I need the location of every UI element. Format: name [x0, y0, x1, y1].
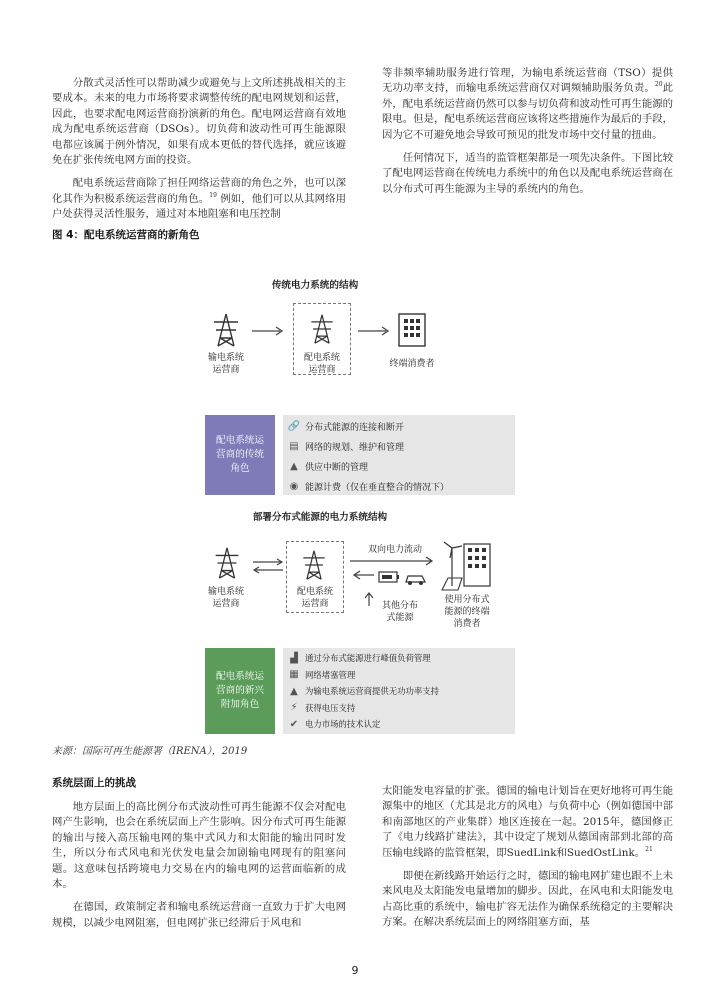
list-item: 🔗 分布式能源的连接和断开: [283, 416, 515, 436]
emerging-role-list: [283, 648, 515, 734]
bolt-icon: ⚡: [290, 702, 298, 714]
wind-solar-building-icon: [440, 540, 496, 592]
page-number: 9: [351, 964, 359, 977]
check-icon: ✔: [289, 718, 299, 730]
paragraph: 配电系统运营商除了担任网络运营商的角色之外，也可以深化其作为积极系统运营商的角色。$^{19}$ 例如，他们可以从其网络用户处获得灵活性服务，通过对本地阻塞和电压控制: [52, 177, 346, 221]
list-item: ▤ 网络的规划、维护和管理: [283, 436, 515, 456]
footnote-ref[interactable]: 20: [654, 81, 663, 89]
paragraph: 在德国，政策制定者和输电系统运营商一直致力于扩大电网规模，以减少电网阻塞，但电网扩张已经滞后于风电和: [52, 901, 346, 929]
paragraph: 太阳能发电容量的扩张。德国的输电计划旨在更好地将可再生能源集中的地区（尤其是北方的风电）与负荷中心（例如德国中部和南部地区的产业集群）地区连接在一起。2015年，德国修正了《电力线路扩建法》，其中设定了规划从德国南部到北部的高压输电线路的监管框架，即SuedLink和SuedOstLink。$^{21}$: [382, 785, 673, 859]
paragraph: 任何情况下，适当的监管框架都是一项先决条件。下图比较了配电网运营商在传统电力系统中的角色以及配电系统运营商在以分布式可再生能源为主导的系统内的角色。: [382, 152, 673, 195]
tso-label: 输电系统 运营商: [207, 587, 244, 609]
traditional-role-list: [283, 415, 515, 495]
section-heading: 系统层面上的挑战: [52, 777, 136, 789]
link-icon: 🔗: [287, 420, 301, 432]
long-arrow-icon: [350, 556, 434, 566]
arrow-left-icon: [352, 568, 374, 582]
grid-icon: ▦: [289, 669, 299, 681]
list-item: ▦ 网络堵塞管理: [283, 667, 515, 684]
arrow-right-icon: [358, 326, 392, 336]
top-right-column: [382, 66, 673, 205]
building-icon: [396, 312, 428, 348]
transmission-tower-icon: [210, 545, 244, 581]
paragraph: 地方层面上的高比例分布式波动性可再生能源不仅会对配电网产生影响，也会在系统层面上产生影响。因分布式可再生能源的输出与接入高压输电网的集中式风力和太阳能的输出同时发生，所以分布式风电和光伏发电量会加剧输电网现有的阻塞问题。这意味包括跨境电力交易在内的输电网的运营面临新的成本。: [52, 801, 346, 891]
dso-label: 配电系统 运营商: [296, 587, 333, 609]
figure-title: 图 4：配电系统运营商的新角色: [52, 229, 200, 241]
consumer-label: 终端消费者: [389, 359, 435, 369]
emerging-role-box: 配电系统运 营商的新兴 附加角色: [205, 648, 275, 734]
document-icon: ▤: [289, 440, 299, 452]
dso-label: 配电系统 运营商: [303, 353, 340, 375]
meter-icon: ◉: [289, 480, 299, 492]
list-item: ✔ 电力市场的技术认定: [283, 716, 515, 733]
paragraph: 即便在新线路开始运行之时，德国的输电网扩建也跟不上未来风电及太阳能发电量增加的脚步。因此，在风电和太阳能发电占高比重的系统中，输电扩容无法作为确保系统稳定的主要解决方案。在解决系统层面上的网络阻塞方面，基: [382, 870, 673, 929]
battery-ev-icon: [378, 568, 432, 588]
traditional-subtitle: 传统电力系统的结构: [271, 280, 359, 291]
traditional-role-box: 配电系统运 营商的传统 角色: [205, 415, 275, 495]
der-consumer-label: 使用分布式 能源的终端 消费者: [444, 595, 490, 629]
transmission-tower-icon: [208, 312, 244, 348]
list-item: ▲ 供应中断的管理: [283, 456, 515, 476]
paragraph: 分散式灵活性可以帮助减少或避免与上文所述挑战相关的主要成本。未来的电力市场将要求调整传统的配电网规划和运营，因此，也要求配电网运营商扮演新的角色。配电网运营商有效地成为配电系统运营商（DSOs）。切负荷和波动性可再生能源限电都应该属于例外情况，如果有成本更低的替代选择，就应该避免在扩张传统电网方面的投资。: [52, 77, 346, 167]
figure-source: 来源：国际可再生能源署（IRENA），2019: [52, 746, 248, 757]
other-der-label: 其他分布 式能源: [381, 601, 418, 623]
transmission-tower-icon: [298, 548, 330, 582]
list-item: ▟ 通过分布式能源进行峰值负荷管理: [283, 650, 515, 667]
bottom-left-column: [52, 800, 346, 939]
flow-label: 双向电力流动: [367, 545, 422, 555]
list-item: ▲ 为输电系统运营商提供无功功率支持: [283, 683, 515, 700]
bidirectional-arrow-icon: [251, 559, 285, 573]
distributed-subtitle: 部署分布式能源的电力系统结构: [252, 512, 388, 523]
top-left-column: [52, 76, 346, 231]
paragraph: 等非频率辅助服务进行管理，为输电系统运营商（TSO）提供无功功率支持，而输电系统运营商仅对调频辅助服务负责。$^{20}$此外，配电系统运营商仍然可以参与切负荷和波动性可再生能源的限电。但是，配电系统运营商应该将这些措施作为最后的手段，因为它不可避免地会导致可预见的批发市场中交付量的扭曲。: [382, 67, 674, 141]
list-item: ◉ 能源计费（仅在垂直整合的情况下）: [283, 476, 515, 496]
warning-icon: ▲: [290, 685, 298, 697]
list-item: ⚡ 获得电压支持: [283, 700, 515, 717]
tso-label: 输电系统 运营商: [207, 353, 244, 375]
factory-icon: ▟: [290, 652, 298, 664]
warning-icon: ▲: [290, 460, 298, 472]
bottom-right-column: [382, 784, 673, 939]
footnote-ref[interactable]: 19: [209, 191, 217, 199]
arrow-right-icon: [252, 326, 286, 336]
transmission-tower-icon: [306, 312, 338, 346]
footnote-ref[interactable]: 21: [645, 845, 653, 853]
